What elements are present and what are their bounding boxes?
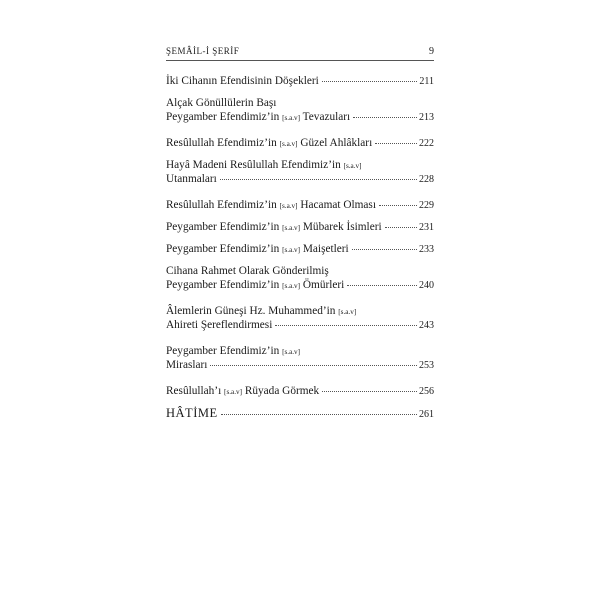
- toc-entry[interactable]: [166, 220, 434, 234]
- toc-entry[interactable]: [166, 158, 434, 186]
- toc-entry-row: [166, 172, 434, 186]
- dot-leader: [352, 249, 417, 250]
- dot-leader: [210, 365, 417, 366]
- honorific-mark: [s.a.v]: [338, 308, 357, 316]
- title-text: Mübarek İsimleri: [300, 221, 382, 233]
- toc-page-number: 211: [419, 76, 434, 87]
- title-text: Hacamat Olması: [297, 199, 376, 211]
- title-text: Peygamber Efendimiz’in: [166, 279, 283, 291]
- title-text: Tevazuları: [300, 111, 351, 123]
- title-text: Maişetleri: [300, 243, 349, 255]
- toc-entry-title: [166, 74, 319, 88]
- toc-entry-title: [166, 242, 349, 257]
- title-text: İki Cihanın Efendisinin Döşekleri: [166, 75, 319, 87]
- toc-page-number: 233: [419, 244, 434, 255]
- title-text: Peygamber Efendimiz’in: [166, 221, 283, 233]
- dot-leader: [322, 391, 417, 392]
- title-text: Rüyada Görmek: [242, 385, 320, 397]
- toc-entry-lead-line: [166, 344, 434, 358]
- honorific-mark: [s.a.v]: [282, 282, 301, 290]
- toc-entry-title: [166, 358, 207, 372]
- toc-entry-lead-line: [166, 304, 434, 318]
- dot-leader: [353, 117, 417, 118]
- toc-entry[interactable]: [166, 304, 434, 332]
- toc-page-number: 253: [419, 360, 434, 371]
- honorific-mark: [s.a.v]: [279, 202, 298, 210]
- toc-page-number: 213: [419, 112, 434, 123]
- toc-entry-row: [166, 406, 434, 420]
- running-head-title: ŞEMÂİL-İ ŞERİF: [166, 46, 240, 56]
- toc-entry-row: [166, 358, 434, 372]
- title-text: Âlemlerin Güneşi Hz. Muhammed’in: [166, 305, 339, 317]
- toc-page-number: 243: [419, 320, 434, 331]
- toc-page-number: 228: [419, 174, 434, 185]
- dot-leader: [385, 227, 417, 228]
- honorific-mark: [s.a.v]: [282, 224, 301, 232]
- toc-entry-lead-line: [166, 96, 434, 110]
- toc-entry-title: [166, 384, 319, 399]
- toc-entry[interactable]: [166, 96, 434, 124]
- toc-entry-title: [166, 318, 272, 332]
- toc-entry[interactable]: [166, 136, 434, 150]
- honorific-mark: [s.a.v]: [224, 388, 243, 396]
- toc-entry-title: [166, 406, 218, 420]
- honorific-mark: [s.a.v]: [282, 114, 301, 122]
- title-text: Resûlullah Efendimiz’in: [166, 137, 280, 149]
- toc-entry-title: [166, 172, 217, 186]
- toc-page-number: 231: [419, 222, 434, 233]
- running-head: [166, 46, 434, 57]
- toc-entry-row: [166, 74, 434, 88]
- dot-leader: [322, 81, 418, 82]
- toc-entry[interactable]: [166, 264, 434, 292]
- title-text: Güzel Ahlâkları: [297, 137, 373, 149]
- title-text: Hayâ Madeni Resûlullah Efendimiz’in: [166, 159, 344, 171]
- toc-entry-row: [166, 318, 434, 332]
- dot-leader: [220, 179, 417, 180]
- toc-page-number: 240: [419, 280, 434, 291]
- page-number: 9: [429, 46, 434, 57]
- toc-entry-row: [166, 136, 434, 150]
- toc-entry[interactable]: [166, 406, 434, 420]
- toc-entry-row: [166, 384, 434, 398]
- toc-page-number: 229: [419, 200, 434, 211]
- toc-page-number: 222: [419, 138, 434, 149]
- toc-entry-title: [166, 136, 372, 151]
- header-rule: [166, 60, 434, 61]
- toc-entry-title: [166, 278, 344, 293]
- toc-entry-title: [166, 198, 376, 213]
- toc-entry[interactable]: [166, 198, 434, 212]
- toc-entry[interactable]: [166, 74, 434, 88]
- title-text: Peygamber Efendimiz’in: [166, 243, 283, 255]
- dot-leader: [221, 414, 417, 415]
- toc-page-number: 261: [419, 409, 434, 420]
- honorific-mark: [s.a.v]: [343, 162, 362, 170]
- toc-entry[interactable]: [166, 242, 434, 256]
- honorific-mark: [s.a.v]: [282, 246, 301, 254]
- dot-leader: [375, 143, 417, 144]
- honorific-mark: [s.a.v]: [279, 140, 298, 148]
- title-text: Alçak Gönüllülerin Başı: [166, 97, 277, 109]
- toc-entry-row: [166, 220, 434, 234]
- title-text: Resûlullah Efendimiz’in: [166, 199, 280, 211]
- toc-entry-title: [166, 220, 382, 235]
- toc-entry-row: [166, 198, 434, 212]
- title-text: Ömürleri: [300, 279, 345, 291]
- title-text: Peygamber Efendimiz’in: [166, 111, 283, 123]
- title-text: Resûlullah’ı: [166, 385, 225, 397]
- title-text: Mirasları: [166, 359, 208, 371]
- dot-leader: [275, 325, 417, 326]
- toc-entry-lead-line: [166, 158, 434, 172]
- toc-entry[interactable]: [166, 344, 434, 372]
- toc-entry-title: [166, 110, 350, 125]
- title-text: HÂTİME: [166, 406, 218, 420]
- toc-entry-row: [166, 242, 434, 256]
- title-text: Cihana Rahmet Olarak Gönderilmiş: [166, 265, 329, 277]
- dot-leader: [347, 285, 417, 286]
- title-text: Utanmaları: [166, 173, 217, 185]
- honorific-mark: [s.a.v]: [282, 348, 301, 356]
- dot-leader: [379, 205, 417, 206]
- toc-page-number: 256: [419, 386, 434, 397]
- title-text: Ahireti Şereflendirmesi: [166, 319, 273, 331]
- toc-entry-lead-line: [166, 264, 434, 278]
- toc-entry[interactable]: [166, 384, 434, 398]
- toc-entry-row: [166, 278, 434, 292]
- title-text: Peygamber Efendimiz’in: [166, 345, 283, 357]
- toc-entry-row: [166, 110, 434, 124]
